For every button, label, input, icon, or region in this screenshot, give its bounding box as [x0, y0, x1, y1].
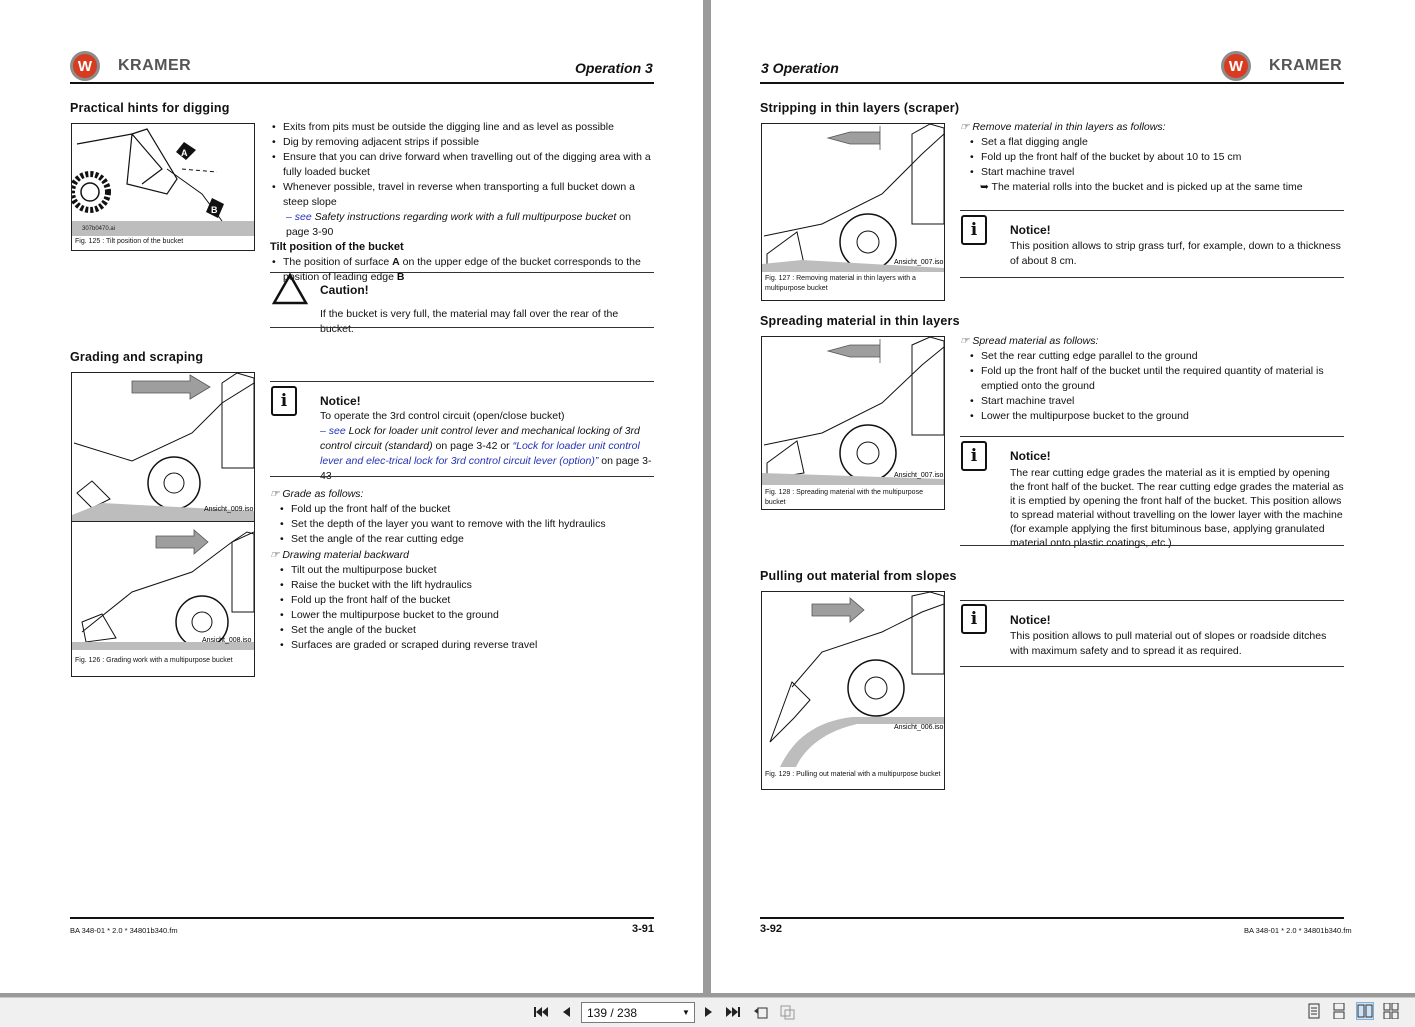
- page-number: 3-92: [760, 923, 783, 935]
- continuous-view-icon[interactable]: [1331, 1003, 1347, 1019]
- figure-code-bottom: Ansicht_008.iso: [202, 637, 252, 644]
- figure-code: Ansicht_007.iso: [894, 472, 944, 479]
- list-item: • Raise the bucket with the lift hydraulics: [278, 578, 655, 593]
- list-item: • The position of surface A on the upper edge of the bucket corresponds to the position of leading edge B: [270, 255, 655, 285]
- spreading-list: [960, 349, 1350, 424]
- notice-bottom-rule: [960, 666, 1344, 667]
- grading-steps: [270, 487, 655, 653]
- info-icon: i: [961, 604, 987, 634]
- see-prefix: – see: [286, 211, 315, 223]
- notice-bottom-rule: [960, 545, 1344, 546]
- tilt-heading: Tilt position of the bucket: [270, 241, 404, 253]
- pointing-hand-icon: ☞: [960, 121, 970, 133]
- notice-bottom-rule: [270, 476, 654, 477]
- header-rule: [70, 82, 654, 84]
- list-item: • Whenever possible, travel in reverse when transporting a full bucket down a steep slope: [270, 180, 655, 210]
- list-item: • Tilt out the multipurpose bucket: [278, 563, 655, 578]
- list-item: • Set the angle of the bucket: [278, 623, 655, 638]
- pointing-hand-icon: ☞: [270, 488, 280, 500]
- electrical-lock-link[interactable]: “Lock for loader unit control lever and elec-trical lock for 3rd control circuit lever (option)”: [320, 440, 640, 467]
- notice-bottom-rule: [960, 277, 1344, 278]
- two-page-view-icon[interactable]: [1357, 1003, 1373, 1019]
- list-item: • Ensure that you can drive forward when travelling out of the digging area with a fully loaded bucket: [270, 150, 655, 180]
- list-item: • Start machine travel: [968, 394, 1350, 409]
- footer-rule: [760, 917, 1344, 919]
- list-item: • Set the depth of the layer you want to remove with the lift hydraulics: [278, 517, 655, 532]
- page-number-select[interactable]: [581, 1002, 695, 1023]
- figure-code: 307b0470.ai: [82, 226, 116, 232]
- header-rule: [760, 82, 1344, 84]
- draw-intro: ☞ Drawing material backward: [270, 549, 409, 561]
- grade-list: [270, 502, 655, 547]
- page-header-title: Operation 3: [575, 60, 653, 76]
- figure-125: [71, 123, 255, 251]
- brand-name: KRAMER: [1269, 57, 1343, 74]
- kramer-logo: [1221, 51, 1342, 81]
- notice-top-rule: [270, 381, 654, 382]
- list-item: • Start machine travel: [968, 165, 1350, 180]
- label-b: B: [211, 205, 218, 215]
- arrow-right-icon: ➥: [980, 181, 989, 193]
- notice-top-rule: [960, 210, 1344, 211]
- info-icon: i: [961, 441, 987, 471]
- notice-text: To operate the 3rd control circuit (open/close bucket) – see Lock for loader unit control lever and mechanical locking of 3rd control circuit (standard) on page 3-42 or “Lock for loader unit control lever and elec-trical lock for 3rd control circuit lever (option)” on page 3-43: [320, 410, 652, 482]
- result-line: ➥ The material rolls into the bucket and is picked up at the same time: [980, 181, 1303, 193]
- list-item: • Fold up the front half of the bucket: [278, 593, 655, 608]
- first-page-icon[interactable]: [531, 1002, 551, 1022]
- page-header-title: 3 Operation: [761, 60, 839, 76]
- next-page-icon[interactable]: [699, 1002, 719, 1022]
- figure-caption: Fig. 128 : Spreading material with the multipurpose bucket: [765, 489, 923, 506]
- draw-list: [270, 563, 655, 653]
- info-icon: i: [271, 386, 297, 416]
- footer-doc-id: BA 348-01 * 2.0 * 34801b340.fm: [70, 926, 178, 935]
- stripping-steps: [960, 120, 1350, 195]
- page-number: 3-91: [632, 923, 655, 935]
- pulling-illustration: [762, 592, 944, 767]
- figure-caption: Fig. 125 : Tilt position of the bucket: [75, 238, 184, 245]
- notice-title: Notice!: [1010, 449, 1051, 463]
- figure-127: [761, 123, 945, 301]
- figure-code-top: Ansicht_009.iso: [204, 506, 254, 513]
- figure-129: [761, 591, 945, 790]
- previous-page-icon[interactable]: [556, 1002, 576, 1022]
- tilt-bullets: [270, 255, 655, 285]
- figure-caption: Fig. 127 : Removing material in thin layers with a multipurpose bucket: [765, 275, 916, 292]
- pointing-hand-icon: ☞: [270, 549, 280, 561]
- kramer-logo: [70, 51, 191, 81]
- figure-caption: Fig. 126 : Grading work with a multipurpose bucket: [75, 657, 233, 664]
- list-item: • Set the angle of the rear cutting edge: [278, 532, 655, 547]
- notice-title: Notice!: [1010, 613, 1051, 627]
- grading-bottom-illustration: [72, 522, 254, 650]
- warning-triangle-icon: [271, 272, 309, 306]
- left-page: [0, 0, 703, 993]
- figure-126: [71, 372, 255, 677]
- list-item: • Set the rear cutting edge parallel to the ground: [968, 349, 1350, 364]
- notice-title: Notice!: [320, 394, 361, 408]
- list-item: • Lower the multipurpose bucket to the ground: [278, 608, 655, 623]
- figure-code: Ansicht_007.iso: [894, 259, 944, 266]
- wacker-logo-icon: W: [70, 51, 100, 81]
- notice-text: This position allows to strip grass turf, for example, down to a thickness of about 8 cm.: [1010, 240, 1341, 267]
- footer-doc-id: BA 348-01 * 2.0 * 34801b340.fm: [1244, 926, 1352, 935]
- control-lever-link[interactable]: Lock for loader unit control lever and mechanical locking of 3rd control circuit (standard): [320, 425, 640, 452]
- notice-text: The rear cutting edge grades the material as it is emptied by opening the front half of the bucket. The rear cutting edge grades the material as it is emptied by opening the front half of the bucket. This position allows to spread material without travelling on the lower layer with the machine (for example applying the first bituminous base, applying granulated material onto plastic coatings, etc.).: [1010, 467, 1344, 549]
- caution-bottom-rule: [270, 327, 654, 328]
- info-icon: i: [961, 215, 987, 245]
- spreading-intro: ☞ Spread material as follows:: [960, 335, 1099, 347]
- list-item: • Fold up the front half of the bucket until the required quantity of material is emptied onto the ground: [968, 364, 1350, 394]
- list-item: • Dig by removing adjacent strips if possible: [270, 135, 655, 150]
- section-heading-digging: Practical hints for digging: [70, 101, 230, 115]
- section-heading-spreading: Spreading material in thin layers: [760, 314, 960, 328]
- last-page-icon[interactable]: [723, 1002, 743, 1022]
- cross-reference: [270, 210, 655, 240]
- caution-top-rule: [270, 272, 654, 273]
- right-page: [711, 0, 1415, 993]
- notice-top-rule: [960, 600, 1344, 601]
- spreading-illustration: [762, 337, 944, 485]
- list-item: • Exits from pits must be outside the digging line and as level as possible: [270, 120, 655, 135]
- back-view-icon[interactable]: [751, 1002, 771, 1022]
- spreading-steps: [960, 334, 1350, 424]
- bucket-tilt-illustration: [72, 124, 254, 236]
- stripping-list: [960, 135, 1350, 180]
- single-page-view-icon[interactable]: [1306, 1003, 1322, 1019]
- pointing-hand-icon: ☞: [960, 335, 970, 347]
- wacker-logo-icon: W: [1221, 51, 1251, 81]
- list-item: • Surfaces are graded or scraped during reverse travel: [278, 638, 655, 653]
- footer-rule: [70, 917, 654, 919]
- notice-text: This position allows to pull material out of slopes or roadside ditches with maximum safety and to spread it as required.: [1010, 630, 1327, 657]
- chevron-down-icon: ▼: [682, 1008, 690, 1017]
- stripping-intro: ☞ Remove material in thin layers as follows:: [960, 121, 1166, 133]
- list-item: • Fold up the front half of the bucket by about 10 to 15 cm: [968, 150, 1350, 165]
- grading-top-illustration: [72, 373, 254, 521]
- label-a: A: [181, 148, 188, 158]
- safety-link[interactable]: Safety instructions regarding work with a full multipurpose bucket: [314, 211, 617, 223]
- brand-name: KRAMER: [118, 57, 192, 74]
- list-item: • Fold up the front half of the bucket: [278, 502, 655, 517]
- page-ref: on page 3-90: [286, 211, 631, 238]
- figure-128: [761, 336, 945, 510]
- stripping-illustration: [762, 124, 944, 272]
- two-page-continuous-icon[interactable]: [1383, 1003, 1399, 1019]
- page-indicator: 139 / 238: [587, 1005, 638, 1020]
- section-heading-pulling: Pulling out material from slopes: [760, 569, 957, 583]
- forward-view-icon[interactable]: [777, 1002, 797, 1022]
- digging-text: [270, 120, 655, 285]
- notice-top-rule: [960, 436, 1344, 437]
- section-heading-stripping: Stripping in thin layers (scraper): [760, 101, 960, 115]
- figure-code: Ansicht_006.iso: [894, 724, 944, 731]
- figure-caption: Fig. 129 : Pulling out material with a multipurpose bucket: [765, 771, 941, 778]
- caution-title: Caution!: [320, 283, 369, 297]
- grade-intro: ☞ Grade as follows:: [270, 488, 364, 500]
- list-item: • Lower the multipurpose bucket to the ground: [968, 409, 1350, 424]
- caution-text: If the bucket is very full, the material may fall over the rear of the bucket.: [320, 308, 619, 335]
- digging-bullets: [270, 120, 655, 210]
- section-heading-grading: Grading and scraping: [70, 350, 204, 364]
- list-item: • Set a flat digging angle: [968, 135, 1350, 150]
- notice-title: Notice!: [1010, 223, 1051, 237]
- viewer-toolbar: [0, 997, 1415, 1027]
